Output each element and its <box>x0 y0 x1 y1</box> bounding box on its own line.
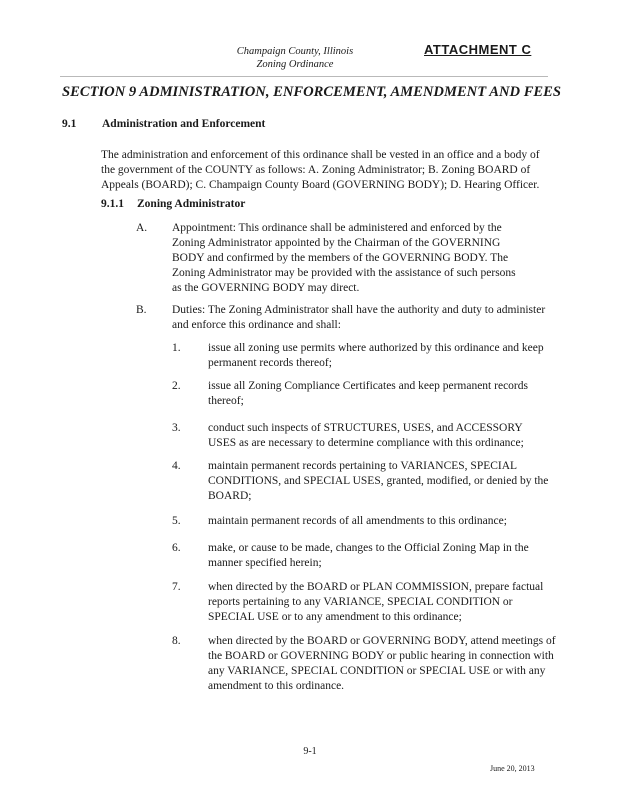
paragraph-appointment: Appointment: This ordinance shall be administered and enforced by the Zoning Administrator appointed by the Chairman of the GOVERNING BODY and confirmed by the members of the GOVERNING BODY. The Zoning Administrator may be provided with the assistance of such persons as the GOVERNING BODY may direct. <box>172 222 516 294</box>
list-item-number: 5. <box>172 515 181 527</box>
section-title: SECTION 9 ADMINISTRATION, ENFORCEMENT, AMENDMENT AND FEES <box>62 84 562 100</box>
list-item-number: 2. <box>172 380 181 392</box>
subsection-title: Zoning Administrator <box>137 198 246 210</box>
header-rule <box>60 76 548 77</box>
list-item: when directed by the BOARD or GOVERNING BODY, attend meetings of the BOARD or GOVERNING BODY or public hearing in connection with any VARIANCE, SPECIAL CONDITION or SPECIAL USE or with any amendment to this ordinance. <box>208 635 556 692</box>
running-header <box>230 45 360 71</box>
header-ordinance: Zoning Ordinance <box>256 59 334 70</box>
list-item: maintain permanent records of all amendments to this ordinance; <box>208 515 507 527</box>
list-item-number: 1. <box>172 342 181 354</box>
paragraph-duties: Duties: The Zoning Administrator shall have the authority and duty to administer and enforce this ordinance and shall: <box>172 304 546 331</box>
list-item: issue all zoning use permits where authorized by this ordinance and keep permanent records thereof; <box>208 342 544 369</box>
list-item-number: 3. <box>172 422 181 434</box>
subsection-number: 9.1 <box>62 118 77 130</box>
header-county: Champaign County, Illinois <box>236 46 354 57</box>
list-item-number: 7. <box>172 581 181 593</box>
list-item: make, or cause to be made, changes to the Official Zoning Map in the manner specified herein; <box>208 542 529 569</box>
attachment-label: ATTACHMENT C <box>424 42 532 57</box>
subsection-number: 9.1.1 <box>101 198 124 210</box>
subsection-title: Administration and Enforcement <box>102 118 266 130</box>
list-item-number: 6. <box>172 542 181 554</box>
item-marker: A. <box>136 222 148 234</box>
list-item: conduct such inspects of STRUCTURES, USES, and ACCESSORY USES as are necessary to determine compliance with this ordinance; <box>208 422 524 449</box>
footer-date: June 20, 2013 <box>490 764 535 773</box>
list-item: when directed by the BOARD or PLAN COMMISSION, prepare factual reports pertaining to any VARIANCE, SPECIAL CONDITION or SPECIAL USE or to any amendment to this ordinance; <box>208 581 544 623</box>
page-number: 9-1 <box>303 746 317 757</box>
paragraph-administration: The administration and enforcement of this ordinance shall be vested in an office and a body of the government of the COUNTY as follows: A. Zoning Administrator; B. Zoning BOARD of Appeals (BOARD); C. Champaign County Board (GOVERNING BODY); D. Hearing Officer. <box>101 149 540 191</box>
list-item-number: 8. <box>172 635 181 647</box>
list-item: issue all Zoning Compliance Certificates and keep permanent records thereof; <box>208 380 528 407</box>
list-item-number: 4. <box>172 460 181 472</box>
list-item: maintain permanent records pertaining to VARIANCES, SPECIAL CONDITIONS, and SPECIAL USES, granted, modified, or denied by the BOARD; <box>208 460 549 502</box>
item-marker: B. <box>136 304 147 316</box>
